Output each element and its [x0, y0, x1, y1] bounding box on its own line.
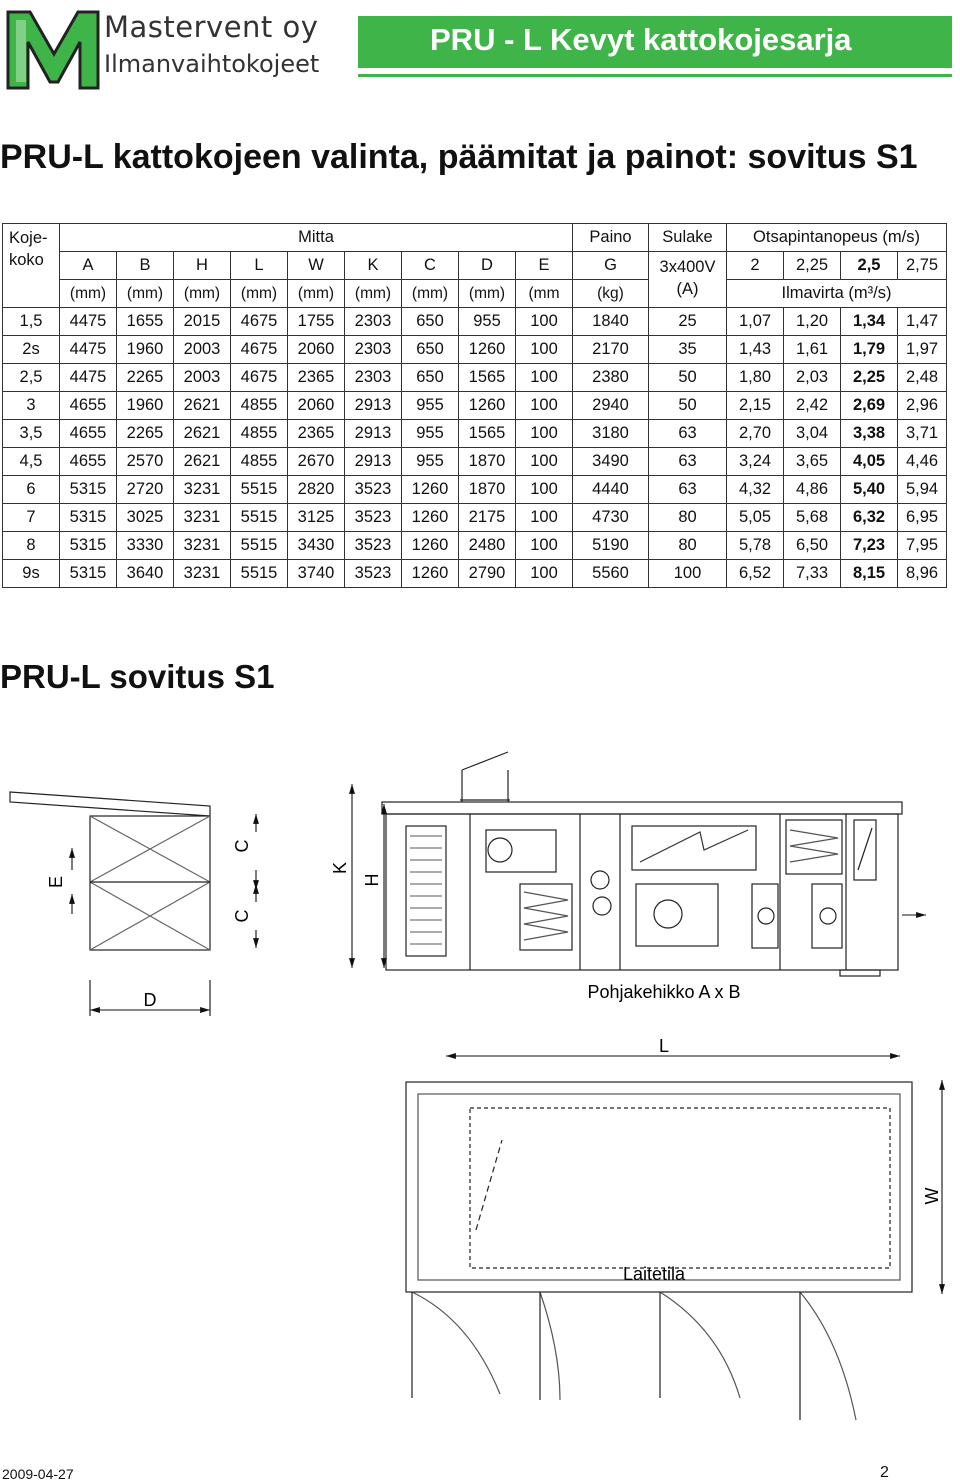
- table-cell: 1870: [459, 448, 516, 476]
- table-cell: 3,24: [727, 448, 784, 476]
- col-letter: C: [402, 252, 459, 280]
- table-cell: 100: [516, 560, 573, 588]
- table-cell: 6,32: [841, 504, 898, 532]
- table-cell: 1260: [459, 336, 516, 364]
- table-cell: 2,15: [727, 392, 784, 420]
- col-letter: B: [117, 252, 174, 280]
- table-cell: 650: [402, 308, 459, 336]
- speed-header: 2,5: [841, 252, 898, 280]
- table-cell: 50: [649, 392, 727, 420]
- table-cell: 4,46: [898, 448, 947, 476]
- table-cell: 2060: [288, 392, 345, 420]
- table-cell: 2365: [288, 364, 345, 392]
- table-cell: 5,05: [727, 504, 784, 532]
- table-cell: 1655: [117, 308, 174, 336]
- base-frame-label: Pohjakehikko A x B: [587, 982, 741, 1002]
- table-cell: 2170: [573, 336, 649, 364]
- dim-label-w: W: [922, 1187, 942, 1205]
- table-cell: 2265: [117, 420, 174, 448]
- sulake-voltage: 3x400V: [659, 258, 716, 276]
- table-cell: 650: [402, 364, 459, 392]
- dim-label-c-top: C: [232, 839, 252, 853]
- table-cell: 80: [649, 532, 727, 560]
- table-cell: 2940: [573, 392, 649, 420]
- row-size-cell: 9s: [3, 560, 60, 588]
- table-cell: 3,71: [898, 420, 947, 448]
- table-cell: 4655: [60, 448, 117, 476]
- table-cell: 2015: [174, 308, 231, 336]
- speed-header: 2,25: [784, 252, 841, 280]
- unit-label: (mm): [60, 280, 117, 308]
- table-cell: 4,86: [784, 476, 841, 504]
- table-cell: 5190: [573, 532, 649, 560]
- table-cell: 2,69: [841, 392, 898, 420]
- row-size-cell: 6: [3, 476, 60, 504]
- table-cell: 2913: [345, 392, 402, 420]
- table-row: [3, 364, 947, 392]
- table-cell: 2,48: [898, 364, 947, 392]
- table-cell: 6,95: [898, 504, 947, 532]
- col-letter: D: [459, 252, 516, 280]
- table-cell: 2480: [459, 532, 516, 560]
- table-cell: 1,43: [727, 336, 784, 364]
- product-banner: [358, 16, 952, 68]
- row-size-cell: 8: [3, 532, 60, 560]
- table-cell: 2,70: [727, 420, 784, 448]
- table-cell: 63: [649, 476, 727, 504]
- table-cell: 955: [402, 420, 459, 448]
- table-cell: 1,61: [784, 336, 841, 364]
- table-cell: 2820: [288, 476, 345, 504]
- table-cell: 3740: [288, 560, 345, 588]
- table-cell: 4475: [60, 364, 117, 392]
- table-cell: 4675: [231, 336, 288, 364]
- table-cell: 2303: [345, 308, 402, 336]
- row-size-cell: 1,5: [3, 308, 60, 336]
- sulake-header: Sulake: [649, 224, 727, 252]
- table-cell: 6,52: [727, 560, 784, 588]
- table-cell: 5,94: [898, 476, 947, 504]
- table-cell: 3330: [117, 532, 174, 560]
- row-size-cell: 4,5: [3, 448, 60, 476]
- table-cell: 63: [649, 448, 727, 476]
- table-cell: 2,96: [898, 392, 947, 420]
- table-cell: 1260: [402, 560, 459, 588]
- table-cell: 4675: [231, 308, 288, 336]
- table-cell: 63: [649, 420, 727, 448]
- table-cell: 1960: [117, 392, 174, 420]
- table-cell: 2790: [459, 560, 516, 588]
- table-cell: 5515: [231, 504, 288, 532]
- table-cell: 3430: [288, 532, 345, 560]
- table-cell: 1960: [117, 336, 174, 364]
- row-size-cell: 2,5: [3, 364, 60, 392]
- table-cell: 4730: [573, 504, 649, 532]
- unit-label: (mm): [231, 280, 288, 308]
- unit-label: (mm: [516, 280, 573, 308]
- table-cell: 2303: [345, 336, 402, 364]
- table-cell: 100: [516, 336, 573, 364]
- banner-underline: [358, 74, 952, 77]
- table-cell: 1,34: [841, 308, 898, 336]
- table-cell: 100: [516, 392, 573, 420]
- table-cell: 100: [516, 448, 573, 476]
- table-cell: 2003: [174, 336, 231, 364]
- banner-title: PRU - L Kevyt kattokojesarja: [430, 22, 852, 57]
- table-cell: 7,23: [841, 532, 898, 560]
- dimension-lines: [72, 784, 942, 1294]
- table-row: [3, 448, 947, 476]
- koko-header: Koje- koko: [3, 224, 60, 308]
- unit-label: (mm): [117, 280, 174, 308]
- unit-label: (mm): [174, 280, 231, 308]
- table-cell: 2570: [117, 448, 174, 476]
- table-cell: 3523: [345, 504, 402, 532]
- mitta-header: Mitta: [60, 224, 573, 252]
- table-cell: 3,65: [784, 448, 841, 476]
- table-cell: 3490: [573, 448, 649, 476]
- col-letter: K: [345, 252, 402, 280]
- speed-header: 2: [727, 252, 784, 280]
- table-cell: 6,50: [784, 532, 841, 560]
- table-cell: 4655: [60, 420, 117, 448]
- table-cell: 4855: [231, 392, 288, 420]
- table-cell: 1565: [459, 420, 516, 448]
- table-cell: 3,38: [841, 420, 898, 448]
- table-cell: 2720: [117, 476, 174, 504]
- table-cell: 7,33: [784, 560, 841, 588]
- table-cell: 1260: [459, 392, 516, 420]
- table-cell: 2265: [117, 364, 174, 392]
- table-cell: 5515: [231, 476, 288, 504]
- table-cell: 955: [459, 308, 516, 336]
- unit-drawing: [0, 735, 960, 1460]
- table-cell: 5315: [60, 560, 117, 588]
- equipment-room-label: Laitetila: [622, 1264, 686, 1284]
- table-cell: 3125: [288, 504, 345, 532]
- table-cell: 80: [649, 504, 727, 532]
- table-cell: 100: [516, 308, 573, 336]
- table-cell: 4,05: [841, 448, 898, 476]
- table-cell: 1,79: [841, 336, 898, 364]
- unit-label: (kg): [573, 280, 649, 308]
- table-row: [3, 476, 947, 504]
- table-cell: 650: [402, 336, 459, 364]
- table-cell: 2621: [174, 392, 231, 420]
- otsa-header: Otsapintanopeus (m/s): [727, 224, 947, 252]
- table-cell: 3231: [174, 504, 231, 532]
- table-cell: 1,20: [784, 308, 841, 336]
- table-cell: 2670: [288, 448, 345, 476]
- table-cell: 2380: [573, 364, 649, 392]
- table-cell: 7,95: [898, 532, 947, 560]
- table-row: [3, 308, 947, 336]
- table-cell: 3,04: [784, 420, 841, 448]
- table-cell: 4475: [60, 336, 117, 364]
- table-cell: 3231: [174, 560, 231, 588]
- col-letter: E: [516, 252, 573, 280]
- table-cell: 3523: [345, 532, 402, 560]
- table-cell: 5,40: [841, 476, 898, 504]
- row-size-cell: 7: [3, 504, 60, 532]
- table-cell: 100: [516, 532, 573, 560]
- table-cell: 35: [649, 336, 727, 364]
- table-cell: 2003: [174, 364, 231, 392]
- table-cell: 2175: [459, 504, 516, 532]
- table-cell: 4655: [60, 392, 117, 420]
- table-cell: 100: [516, 504, 573, 532]
- table-cell: 25: [649, 308, 727, 336]
- table-cell: 2,03: [784, 364, 841, 392]
- table-cell: 1260: [402, 532, 459, 560]
- paino-header: Paino: [573, 224, 649, 252]
- table-row: [3, 420, 947, 448]
- table-cell: 2365: [288, 420, 345, 448]
- table-cell: 5,68: [784, 504, 841, 532]
- table-cell: 4855: [231, 448, 288, 476]
- table-row: [3, 532, 947, 560]
- table-cell: 3523: [345, 476, 402, 504]
- table-cell: 2,25: [841, 364, 898, 392]
- table-cell: 2621: [174, 420, 231, 448]
- dim-label-l: L: [658, 1036, 670, 1056]
- table-cell: 3231: [174, 476, 231, 504]
- table-cell: 2060: [288, 336, 345, 364]
- footer-date: 2009-04-27: [2, 1466, 74, 1482]
- row-size-cell: 3: [3, 392, 60, 420]
- col-letter: G: [573, 252, 649, 280]
- table-cell: 5315: [60, 476, 117, 504]
- table-cell: 4440: [573, 476, 649, 504]
- table-cell: 3523: [345, 560, 402, 588]
- company-tagline: Ilmanvaihtokojeet: [104, 50, 320, 78]
- table-cell: 3231: [174, 532, 231, 560]
- speed-header: 2,75: [898, 252, 947, 280]
- table-cell: 8,15: [841, 560, 898, 588]
- table-cell: 4855: [231, 420, 288, 448]
- table-cell: 4,32: [727, 476, 784, 504]
- table-row: [3, 504, 947, 532]
- table-cell: 5560: [573, 560, 649, 588]
- table-cell: 8,96: [898, 560, 947, 588]
- table-cell: 1,07: [727, 308, 784, 336]
- table-row: [3, 560, 947, 588]
- side-view: [10, 752, 902, 976]
- row-size-cell: 2s: [3, 336, 60, 364]
- col-letter: W: [288, 252, 345, 280]
- table-body: [3, 308, 947, 588]
- plan-view: [406, 1082, 912, 1420]
- table-cell: 100: [516, 476, 573, 504]
- section-title: PRU-L sovitus S1: [0, 658, 275, 695]
- page-number: 2: [880, 1464, 889, 1481]
- table-cell: 100: [516, 364, 573, 392]
- table-cell: 955: [402, 392, 459, 420]
- table-cell: 1840: [573, 308, 649, 336]
- table-cell: 5515: [231, 532, 288, 560]
- table-cell: 100: [516, 420, 573, 448]
- row-size-cell: 3,5: [3, 420, 60, 448]
- table-cell: 1870: [459, 476, 516, 504]
- table-cell: 3025: [117, 504, 174, 532]
- table-cell: 5,78: [727, 532, 784, 560]
- unit-label: (mm): [345, 280, 402, 308]
- dimensions-table: [2, 223, 947, 588]
- table-cell: 2913: [345, 420, 402, 448]
- table-cell: 1,80: [727, 364, 784, 392]
- table-cell: 5515: [231, 560, 288, 588]
- unit-label: (mm): [288, 280, 345, 308]
- table-cell: 1260: [402, 476, 459, 504]
- col-letter: H: [174, 252, 231, 280]
- dim-label-k: K: [330, 861, 350, 875]
- table-row: [3, 336, 947, 364]
- unit-label: (mm): [459, 280, 516, 308]
- sulake-unit: (A): [676, 280, 699, 298]
- company-name: Mastervent oy: [104, 10, 319, 44]
- table-cell: 4675: [231, 364, 288, 392]
- table-cell: 2621: [174, 448, 231, 476]
- table-cell: 3180: [573, 420, 649, 448]
- table-cell: 2,42: [784, 392, 841, 420]
- col-letter: L: [231, 252, 288, 280]
- unit-label: (mm): [402, 280, 459, 308]
- table-cell: 5315: [60, 504, 117, 532]
- col-letter: A: [60, 252, 117, 280]
- dim-label-h: H: [362, 873, 382, 887]
- table-cell: 1260: [402, 504, 459, 532]
- table-cell: 2303: [345, 364, 402, 392]
- table-cell: 1,47: [898, 308, 947, 336]
- table-row: [3, 392, 947, 420]
- table-cell: 1565: [459, 364, 516, 392]
- table-cell: 100: [649, 560, 727, 588]
- table-cell: 955: [402, 448, 459, 476]
- table-cell: 4475: [60, 308, 117, 336]
- table-cell: 1,97: [898, 336, 947, 364]
- table-cell: 50: [649, 364, 727, 392]
- dim-label-e: E: [46, 875, 66, 889]
- page-title: PRU-L kattokojeen valinta, päämitat ja painot: sovitus S1: [0, 138, 918, 176]
- dim-label-c-bottom: C: [232, 909, 252, 923]
- table-cell: 2913: [345, 448, 402, 476]
- table-cell: 1755: [288, 308, 345, 336]
- ilmavirta-header: Ilmavirta (m³/s): [727, 280, 947, 308]
- sulake-subheader: [649, 252, 727, 308]
- dim-label-d: D: [143, 990, 157, 1010]
- table-cell: 5315: [60, 532, 117, 560]
- table-cell: 3640: [117, 560, 174, 588]
